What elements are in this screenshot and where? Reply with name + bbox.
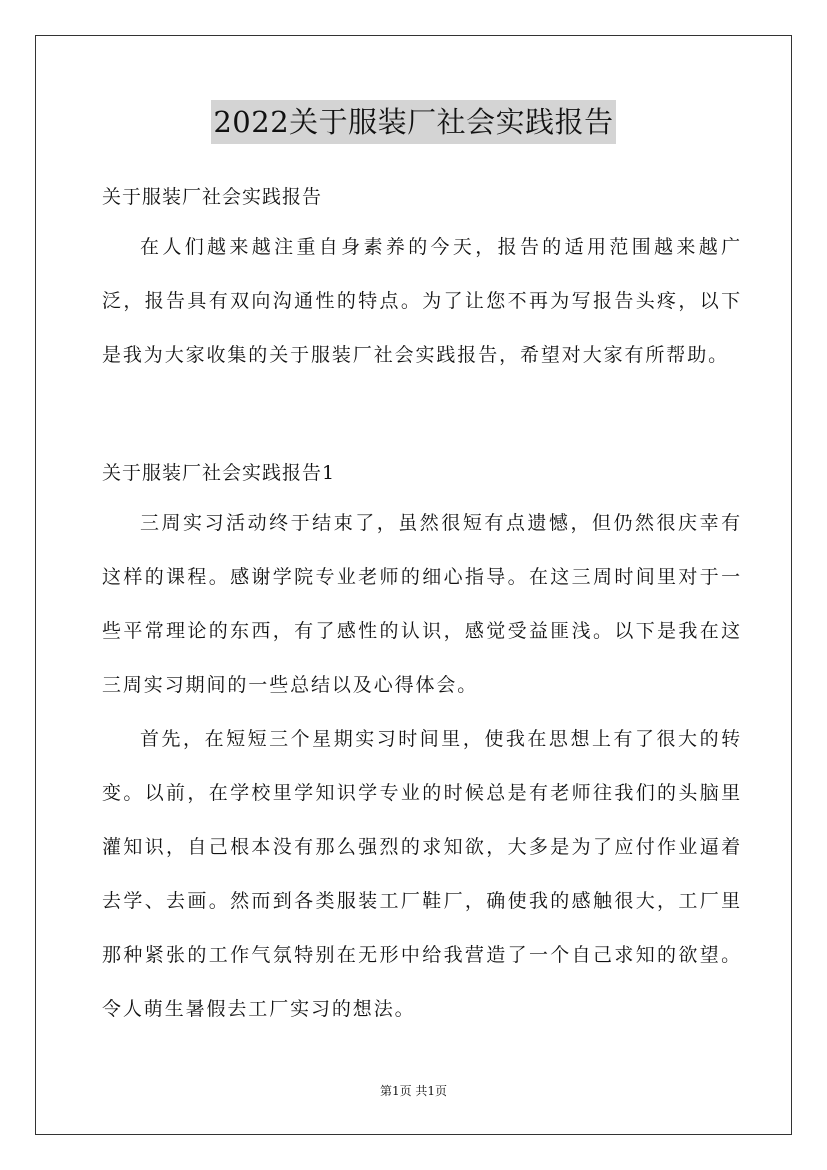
section-1-paragraph-2: 首先，在短短三个星期实习时间里，使我在思想上有了很大的转变。以前，在学校里学知识学专业的时候总是有老师往我们的头脑里灌知识，自己根本没有那么强烈的求知欲，大多是为了应付作业逼着去学、去画。然而到各类服装工厂鞋厂，确使我的感触很大，工厂里那种紧张的工作气氛特别在无形中给我营造了一个自己求知的欲望。令人萌生暑假去工厂实习的想法。	[102, 728, 742, 1020]
intro-heading: 关于服装厂社会实践报告	[102, 186, 323, 208]
document-body	[102, 172, 742, 1036]
document-title-wrap	[0, 100, 827, 144]
section-1-heading: 关于服装厂社会实践报告1	[102, 462, 336, 484]
page-number-footer: 第1页 共1页	[379, 1084, 448, 1098]
intro-paragraph: 在人们越来越注重自身素养的今天，报告的适用范围越来越广泛，报告具有双向沟通性的特点。为了让您不再为写报告头疼，以下是我为大家收集的关于服装厂社会实践报告，希望对大家有所帮助。	[102, 236, 742, 366]
document-title: 2022关于服装厂社会实践报告	[211, 100, 615, 144]
section-1-paragraph-1: 三周实习活动终于结束了，虽然很短有点遗憾，但仍然很庆幸有这样的课程。感谢学院专业老师的细心指导。在这三周时间里对于一些平常理论的东西，有了感性的认识，感觉受益匪浅。以下是我在这三周实习期间的一些总结以及心得体会。	[102, 512, 742, 696]
